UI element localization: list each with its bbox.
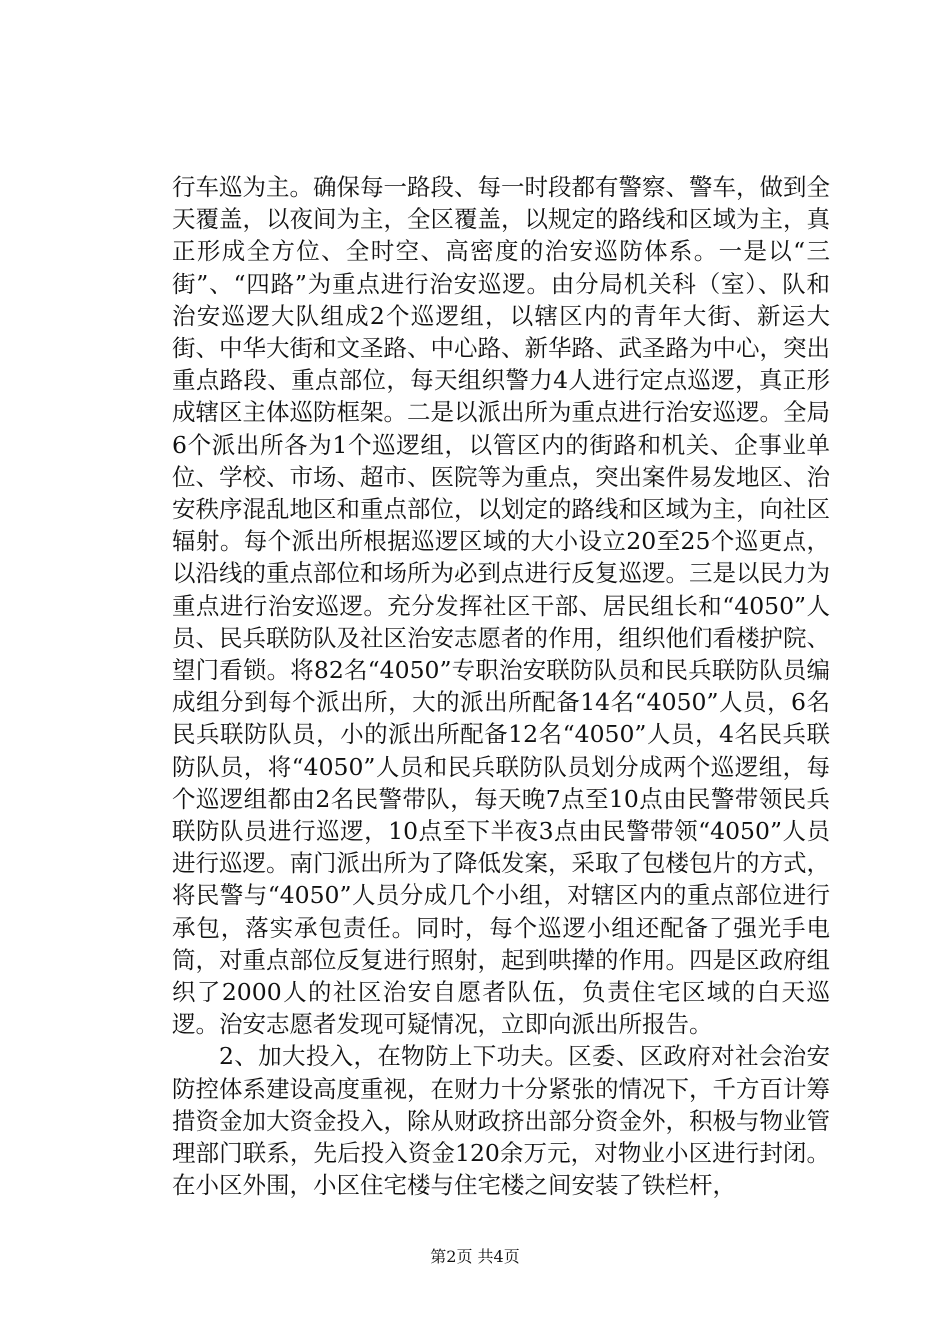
body-paragraph-2: 2、加大投入，在物防上下功夫。区委、区政府对社会治安防控体系建设高度重视，在财力十分紧张的情况下，千方百计筹措资金加大资金投入，除从财政挤出部分资金外，积极与物业管理部门联系，先后投入资金120余万元，对物业小区进行封闭。在小区外围，小区住宅楼与住宅楼之间安装了铁栏杆， (172, 1042, 830, 1200)
page-number-footer: 第2页 共4页 (430, 1247, 520, 1266)
document-body (172, 171, 830, 1202)
body-paragraph-1: 行车巡为主。确保每一路段、每一时段都有警察、警车，做到全天覆盖，以夜间为主，全区覆盖，以规定的路线和区域为主，真正形成全方位、全时空、高密度的治安巡防体系。一是以“三街”、“四路”为重点进行治安巡逻。由分局机关科（室）、队和治安巡逻大队组成2个巡逻组，以辖区内的青年大街、新运大街、中华大街和文圣路、中心路、新华路、武圣路为中心，突出重点路段、重点部位，每天组织警力4人进行定点巡逻，真正形成辖区主体巡防框架。二是以派出所为重点进行治安巡逻。全局6个派出所各为1个巡逻组，以管区内的街路和机关、企事业单位、学校、市场、超市、医院等为重点，突出案件易发地区、治安秩序混乱地区和重点部位，以划定的路线和区域为主，向社区辐射。每个派出所根据巡逻区域的大小设立20至25个巡更点，以沿线的重点部位和场所为必到点进行反复巡逻。三是以民力为重点进行治安巡逻。充分发挥社区干部、居民组长和“4050”人员、民兵联防队及社区治安志愿者的作用，组织他们看楼护院、望门看锁。将82名“4050”专职治安联防队员和民兵联防队员编成组分到每个派出所，大的派出所配备14名“4050”人员，6名民兵联防队员，小的派出所配备12名“4050”人员，4名民兵联防队员，将“4050”人员和民兵联防队员划分成两个巡逻组，每个巡逻组都由2名民警带队，每天晚7点至10点由民警带领民兵联防队员进行巡逻，10点至下半夜3点由民警带领“4050”人员进行巡逻。南门派出所为了降低发案，采取了包楼包片的方式，将民警与“4050”人员分成几个小组，对辖区内的重点部位进行承包，落实承包责任。同时，每个巡逻小组还配备了强光手电筒，对重点部位反复进行照射，起到哄撵的作用。四是区政府组织了2000人的社区治安自愿者队伍，负责住宅区域的白天巡逻。治安志愿者发现可疑情况，立即向派出所报告。 (172, 173, 830, 1039)
